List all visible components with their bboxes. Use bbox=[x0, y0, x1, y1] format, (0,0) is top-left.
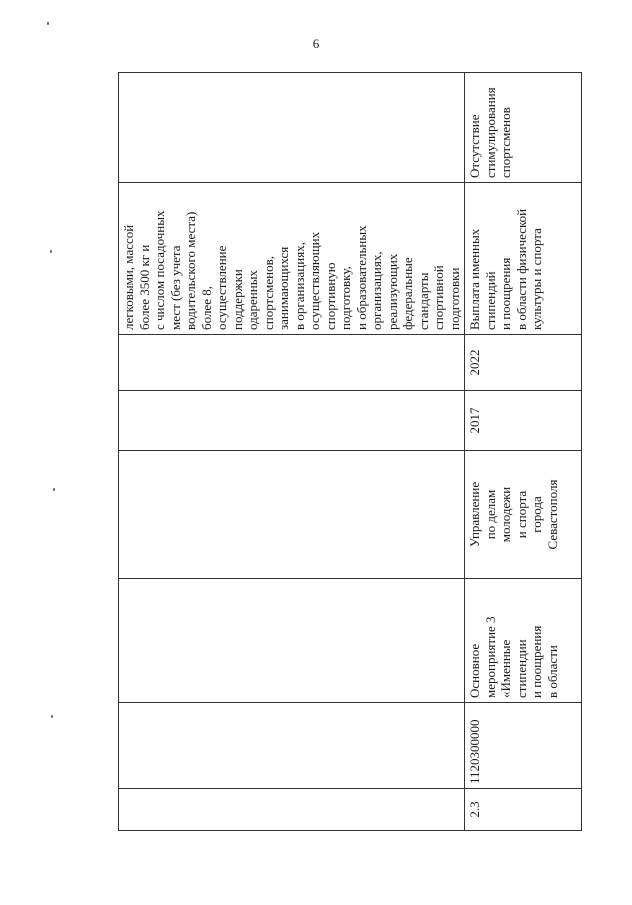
cell-result bbox=[465, 183, 582, 335]
page-number: 6 bbox=[312, 36, 320, 51]
result-line: реализующих bbox=[384, 253, 400, 330]
table-row bbox=[465, 73, 582, 831]
result-line: занимающихся bbox=[276, 246, 291, 330]
result-line: спортивной bbox=[431, 265, 446, 330]
executor-line: Севастополя bbox=[544, 479, 560, 550]
name-line: в области bbox=[544, 645, 560, 698]
cell-code: 1120300000 bbox=[465, 703, 582, 789]
consequence-line: спортсменов bbox=[498, 107, 513, 178]
result-line: осуществление bbox=[214, 245, 229, 330]
scan-artifact bbox=[53, 488, 55, 491]
program-table bbox=[118, 72, 582, 831]
cell-consequence bbox=[465, 73, 582, 183]
result-line: поддержки bbox=[229, 269, 245, 330]
result-line: стандарты bbox=[415, 272, 431, 330]
result-line: мест (без учета bbox=[167, 245, 183, 330]
result-line: Выплата именных bbox=[467, 228, 482, 330]
cell-start-year: 2017 bbox=[465, 391, 582, 451]
result-line: подготовки bbox=[446, 267, 462, 330]
result-line: более 3500 кг и bbox=[136, 244, 152, 330]
executor-line: и спорта bbox=[513, 490, 529, 539]
cell-end-year: 2022 bbox=[465, 335, 582, 391]
cell-name bbox=[465, 579, 582, 703]
table-body bbox=[119, 73, 582, 831]
cell-name bbox=[119, 579, 465, 703]
cell-number: 2.3 bbox=[465, 789, 582, 831]
name-line: и поощрения bbox=[529, 625, 544, 698]
cell-start-year bbox=[119, 391, 465, 451]
name-line: стипендии bbox=[513, 639, 529, 698]
rotated-table bbox=[118, 73, 582, 831]
result-line: спортсменов, bbox=[260, 255, 276, 330]
executor-line: Управление bbox=[467, 481, 482, 548]
result-line: осуществляющих bbox=[307, 231, 322, 330]
result-line: и поощрения bbox=[498, 257, 513, 330]
result-line: легковыми, массой bbox=[121, 224, 136, 330]
result-line: в организациях, bbox=[291, 242, 307, 330]
name-line: мероприятие 3 bbox=[482, 616, 498, 698]
executor-line: города bbox=[529, 496, 544, 533]
consequence-line: Отсутствие bbox=[467, 114, 482, 178]
cell-code bbox=[119, 703, 465, 789]
name-line: «Именные bbox=[498, 639, 513, 698]
result-line: более 8, bbox=[198, 286, 214, 330]
result-line: организациях, bbox=[369, 251, 384, 330]
consequence-line: стимулирования bbox=[482, 87, 498, 178]
result-line: в области физической bbox=[513, 208, 529, 330]
result-line: подготовку, bbox=[338, 266, 353, 330]
result-line: с числом посадочных bbox=[152, 210, 167, 330]
cell-number bbox=[119, 789, 465, 831]
scan-artifact bbox=[50, 250, 52, 253]
result-line: одаренных bbox=[245, 270, 260, 330]
result-line: спортивную bbox=[322, 262, 338, 330]
executor-line: по делам bbox=[482, 489, 498, 540]
cell-executor bbox=[119, 451, 465, 579]
result-line: и образовательных bbox=[353, 225, 369, 330]
result-line: федеральные bbox=[400, 257, 415, 330]
executor-line: молодежи bbox=[498, 486, 513, 543]
cell-end-year bbox=[119, 335, 465, 391]
table-container bbox=[118, 73, 582, 831]
scan-artifact bbox=[47, 22, 49, 25]
result-line: водительского места) bbox=[183, 211, 198, 330]
table-row bbox=[119, 73, 465, 831]
name-line: Основное bbox=[467, 643, 482, 698]
cell-executor bbox=[465, 451, 582, 579]
cell-consequence bbox=[119, 73, 465, 183]
scan-artifact bbox=[51, 715, 53, 718]
result-line: стипендий bbox=[482, 271, 498, 330]
result-line: культуры и спорта bbox=[529, 228, 544, 330]
cell-result bbox=[119, 183, 465, 335]
